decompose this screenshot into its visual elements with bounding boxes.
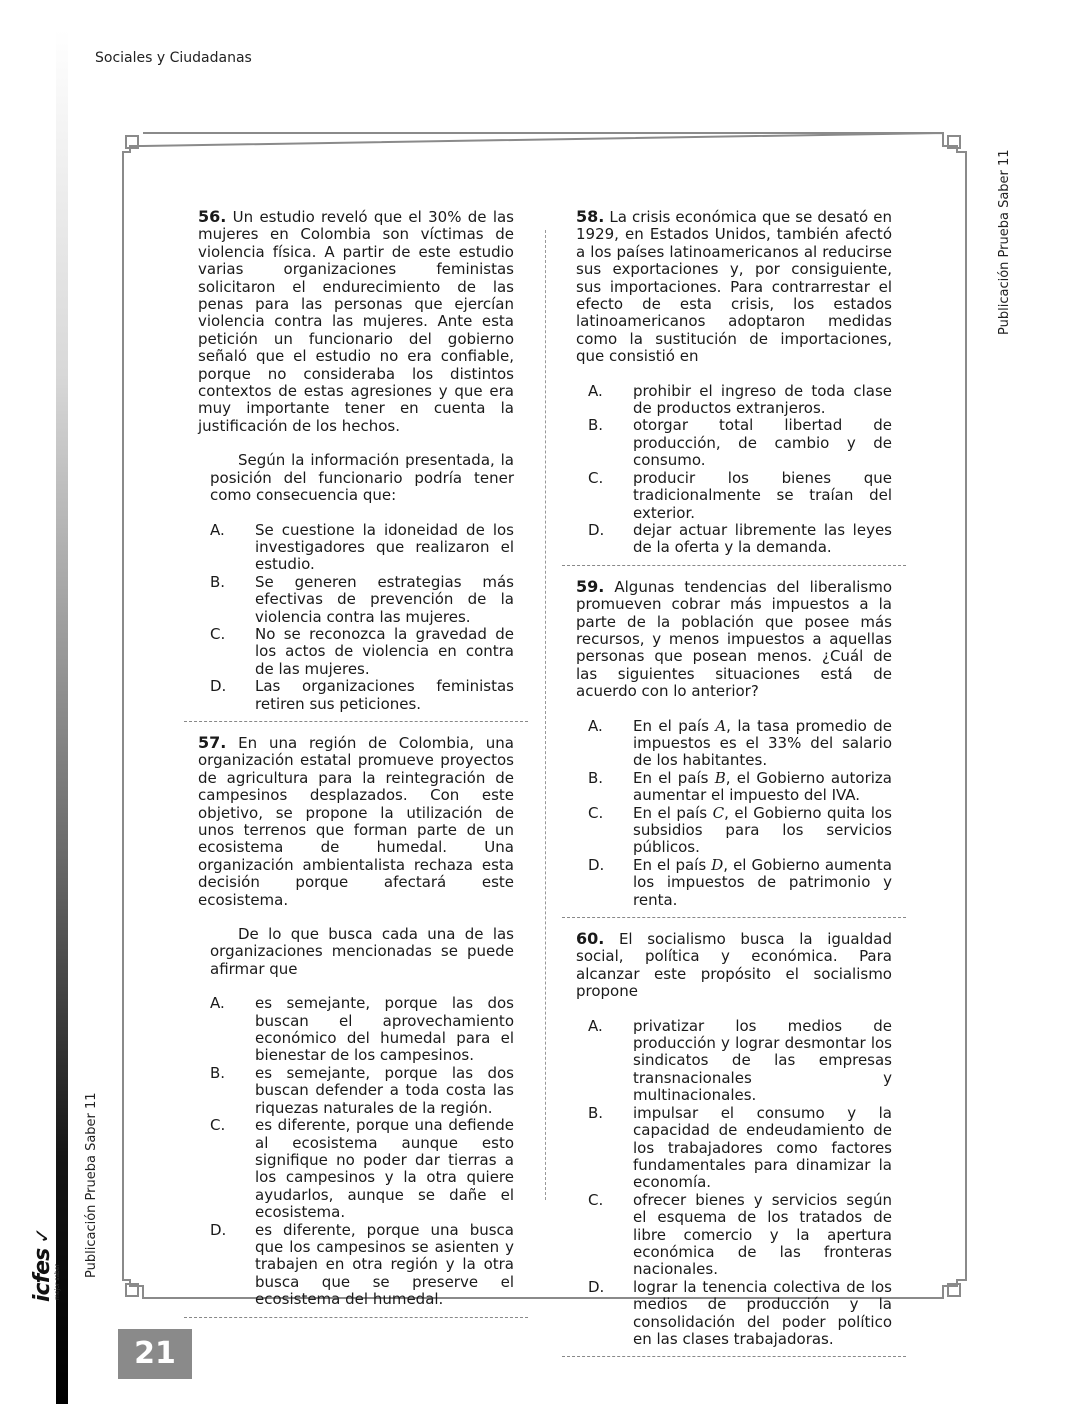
option[interactable]: D. En el país D, el Gobierno aumenta los impuestos de patrimonio y renta. (588, 855, 892, 909)
question-separator (562, 565, 906, 566)
question-prompt: De lo que busca cada una de las organizaciones mencionadas se puede afirmar que (210, 925, 514, 978)
logo-brand: icfes (30, 1248, 55, 1302)
question-separator (184, 721, 528, 722)
options-57 (198, 995, 514, 1308)
question-58 (576, 208, 892, 366)
section-title: Sociales y Ciudadanas (95, 50, 252, 66)
option[interactable]: B. impulsar el consumo y la capacidad de endeudamiento de los trabajadores como factores fundamentales para dinamizar la economía. (588, 1103, 892, 1192)
option[interactable]: B. es semejante, porque las dos buscan defender a toda costa las riquezas naturales de la región. (210, 1063, 514, 1117)
option[interactable]: C. En el país C, el Gobierno quita los subsidios para los servicios públicos. (588, 803, 892, 857)
options-59 (576, 718, 892, 909)
option[interactable]: D. es diferente, porque una busca que los campesinos se asienten y trabajen en otra región y la otra busca que se preserve el ecosistema del humedal. (210, 1220, 514, 1309)
question-separator (562, 1356, 906, 1357)
option[interactable]: B. En el país B, el Gobierno autoriza aumentar el impuesto del IVA. (588, 768, 892, 805)
option[interactable]: D. Las organizaciones feministas retiren sus peticiones. (210, 677, 514, 713)
option[interactable]: A. En el país A, la tasa promedio de impuestos es el 33% del salario de los habitantes. (588, 716, 892, 770)
option[interactable]: A. Se cuestione la idoneidad de los investigadores que realizaron el estudio. (210, 520, 514, 574)
options-58 (576, 383, 892, 557)
option[interactable]: A. privatizar los medios de producción y lograr desmontar los sindicatos de las empresas transnacionales y multinacionales. (588, 1016, 892, 1105)
question-number: 57. (198, 732, 227, 752)
question-separator (562, 917, 906, 918)
option[interactable]: C. es diferente, porque una defiende al ecosistema aunque esto signifique no poder dar tierras a los campesinos y la otra quiere ayudarlos, aunque se dañe el ecosistema. (210, 1116, 514, 1222)
option[interactable]: B. Se generen estrategias más efectivas de prevención de la violencia contra las mujeres. (210, 572, 514, 626)
option[interactable]: A. es semejante, porque las dos buscan el aprovechamiento económico del humedal para el bienestar de los campesinos. (210, 994, 514, 1065)
question-stem: Algunas tendencias del liberalismo promueven cobrar más impuestos a la parte de la población que posee más recursos, y menos impuestos a aquellas personas que posean menos. ¿Cuál de las siguientes situaciones está de acuerdo con lo anterior? (576, 577, 892, 701)
question-number: 59. (576, 576, 605, 596)
question-stem: El socialismo busca la igualdad social, política y económica. Para alcanzar este propósito el socialismo propone (576, 930, 892, 1001)
option[interactable]: D. lograr la tenencia colectiva de los medios de producción y la consolidación del poder político en las clases trabajadoras. (588, 1277, 892, 1348)
option[interactable]: C. No se reconozca la gravedad de los actos de violencia en contra de las mujeres. (210, 624, 514, 678)
question-60 (576, 930, 892, 1001)
question-number: 60. (576, 929, 605, 949)
page-number: 21 (118, 1329, 192, 1379)
option[interactable]: D. dejar actuar libremente las leyes de la oferta y la demanda. (588, 520, 892, 557)
option[interactable]: C. ofrecer bienes y servicios según el esquema de los tratados de libre comercio y la apertura económica de las fronteras nacionales. (588, 1190, 892, 1279)
question-stem: En una región de Colombia, una organización estatal promueve proyectos de agricultura para la reintegración de campesinos desplazados. Con este objetivo, se propone la utilización de unos terrenos que forman parte de un ecosistema de humedal. Una organización ambientalista rechaza esta decisión porque afectará este ecosistema. (198, 733, 514, 909)
left-column (198, 208, 514, 1330)
question-stem: La crisis económica que se desató en 1929, en Estados Unidos, también afectó a los países latinoamericanos al reducirse sus exportaciones y, por consiguiente, sus importaciones. Para contrarrestar el efecto de esta crisis, los estados latinoamericanos adoptaron medidas como la sustitución de importaciones, que consistió en (576, 208, 892, 366)
option[interactable]: B. otorgar total libertad de producción, de cambio y de consumo. (588, 416, 892, 470)
left-vertical-title: Publicación Prueba Saber 11 (84, 1092, 99, 1278)
options-60 (576, 1018, 892, 1349)
question-number: 58. (576, 207, 605, 226)
question-number: 56. (198, 207, 227, 226)
question-59 (576, 578, 892, 701)
question-stem: Un estudio reveló que el 30% de las mujeres en Colombia son víctimas de violencia física. A partir de este estudio varias organizaciones feministas solicitaron el endurecimiento de las penas para las personas que ejercían violencia contra las mujeres. Ante esta petición un funcionario del gobierno señaló que el estudio no era confiable, porque no consideraba los distintos contextos de estas agresiones y que era muy importante tener en cuenta la justificación de los hechos. (198, 208, 514, 435)
option[interactable]: C. producir los bienes que tradicionalmente se traían del exterior. (588, 468, 892, 522)
right-vertical-title: Publicación Prueba Saber 11 (997, 149, 1012, 335)
question-56 (198, 208, 514, 435)
right-column (576, 208, 892, 1369)
option[interactable]: A. prohibir el ingreso de toda clase de productos extranjeros. (588, 381, 892, 418)
logo-check-icon: ✓ (30, 1226, 54, 1244)
question-57 (198, 734, 514, 909)
logo-tagline: mejor saber (54, 1263, 61, 1300)
column-divider (545, 230, 546, 1200)
question-separator (184, 1317, 528, 1318)
question-prompt: Según la información presentada, la posición del funcionario podría tener como consecuencia que: (210, 451, 514, 505)
options-56 (198, 522, 514, 713)
